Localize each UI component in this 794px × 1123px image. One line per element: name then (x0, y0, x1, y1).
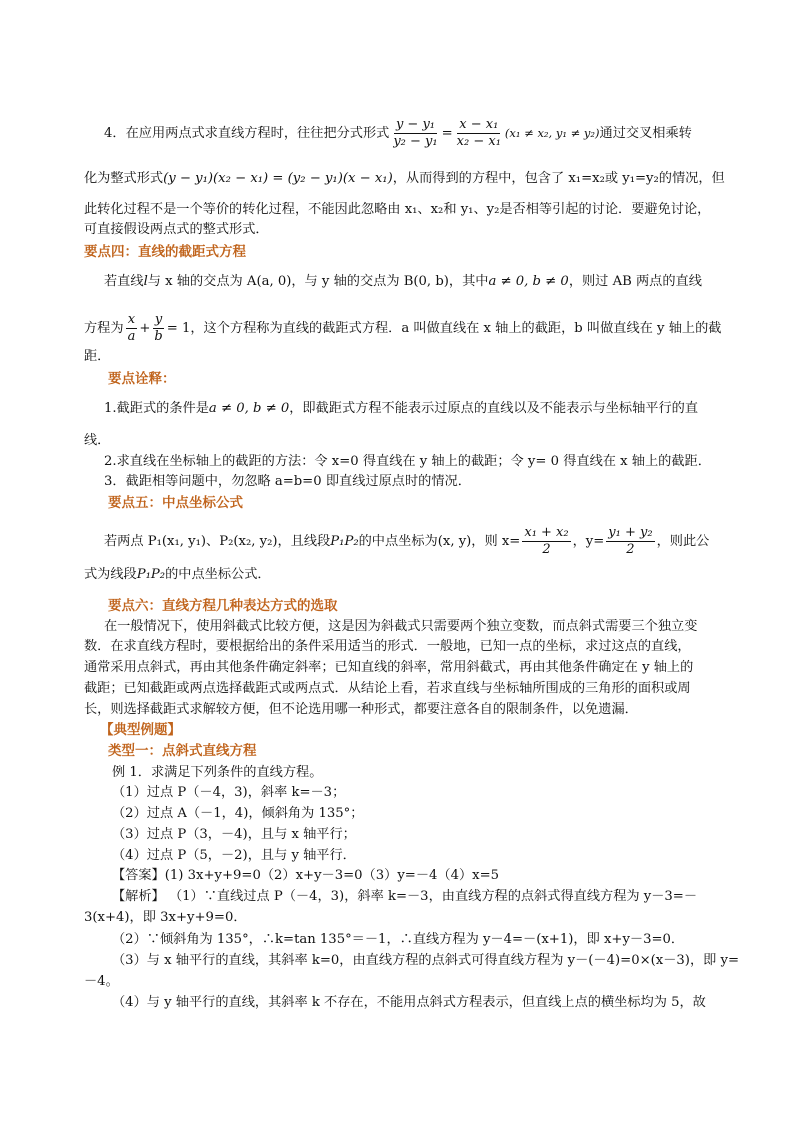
denominator: y₂ − y₁ (393, 134, 438, 149)
line: －4。 (84, 974, 119, 989)
fraction-y-mid (606, 525, 654, 558)
paragraph-two-point-form (104, 117, 756, 150)
line: 3(x+4)，即 3x+y+9=0． (84, 910, 247, 925)
math: a ≠ 0, b ≠ 0 (488, 274, 569, 289)
formula: (y − y₁)(x₂ − x₁) = (y₂ − y₁)(x − x₁) (163, 171, 393, 186)
numerator: x − x₁ (459, 117, 499, 132)
numerator: y₁ + y₂ (608, 525, 653, 540)
fraction (126, 312, 138, 345)
condition-4: （4）过点 P（5，－2)，且与 y 轴平行． (112, 848, 356, 863)
text: 的中点坐标为(x, y)，则 x= (358, 534, 521, 549)
text: 4．在应用两点式求直线方程时，往往把分式形式 (104, 126, 390, 141)
segment: P₁P₂ (330, 534, 359, 549)
math: l (143, 274, 148, 289)
text: ，从而得到的方程中，包含了 x₁=x₂或 y₁=y₂的情况，但 (392, 171, 725, 186)
text: 的中点坐标公式． (165, 567, 271, 582)
text: 式为线段 (84, 567, 137, 582)
text: 1.截距式的条件是 (104, 401, 209, 416)
text: ，y= (572, 534, 605, 549)
text: ，则过 AB 两点的直线 (568, 274, 702, 289)
line (84, 565, 736, 585)
type-heading: 类型一：点斜式直线方程 (108, 743, 257, 759)
line: 此转化过程不是一个等价的转化过程，不能因此忽略由 x₁、x₂和 y₁、y₂是否相等引起的讨论．要避免讨论， (84, 202, 711, 217)
analysis-2: （2）∵倾斜角为 135°，∴k=tan 135°＝－1，∴直线方程为 y－4=－(x+1)，即 x+y－3=0． (112, 932, 685, 947)
numerator: y − y₁ (395, 117, 435, 132)
note-heading: 要点诠释： (108, 371, 176, 387)
text: ，则此公 (656, 534, 710, 549)
line: 可直接假设两点式的整式形式． (84, 222, 269, 237)
denominator: x₂ − x₁ (456, 134, 501, 149)
line (104, 272, 756, 292)
fraction (152, 312, 164, 345)
line: 2.求直线在坐标轴上的截距的方法：令 x=0 得直线在 y 轴上的截距；令 y= 0 得直线在 x 轴上的截距． (104, 454, 711, 469)
text: 与 x 轴的交点为 A(a, 0)，与 y 轴的交点为 B(0, b)，其中 (147, 274, 489, 289)
numerator: x (127, 312, 136, 327)
analysis-1: 【解析】 （1）∵直线过点 P（－4，3)，斜率 k=－3，由直线方程的点斜式得直线方程为 y－3=－ (112, 889, 698, 904)
condition: (x₁ ≠ x₂, y₁ ≠ y₂) (504, 126, 600, 140)
denominator: b (154, 329, 163, 344)
denominator: 2 (626, 542, 635, 557)
text: 若直线 (104, 274, 144, 289)
condition-3: （3）过点 P（3，－4)，且与 x 轴平行； (112, 827, 356, 842)
section-heading: 要点四：直线的截距式方程 (84, 244, 246, 260)
line (84, 169, 736, 189)
fraction-x-mid (522, 525, 570, 558)
line: 数．在求直线方程时，要根据给出的条件采用适当的形式．一般地，已知一点的坐标，求过这点的直线， (84, 639, 691, 654)
line: 长，则选择截距式求解较方便，但不论选用哪一种形式，都要注意各自的限制条件，以免遗漏． (84, 702, 638, 717)
math: a ≠ 0, b ≠ 0 (208, 401, 290, 416)
fraction-x (455, 117, 503, 150)
section-heading: 要点五：中点坐标公式 (108, 495, 243, 511)
text: 方程为 (84, 321, 124, 336)
examples-heading: 【典型例题】 (100, 722, 181, 738)
answer: 【答案】(1) 3x+y+9=0（2）x+y－3=0（3）y=－4（4）x=5 (112, 868, 500, 883)
text: 化为整式形式 (84, 171, 164, 186)
line: 线． (84, 433, 111, 448)
denominator: a (127, 329, 136, 344)
line: 3．截距相等问题中，勿忽略 a=b=0 即直线过原点时的情况． (104, 474, 471, 489)
line: 距． (84, 349, 111, 364)
line: 在一般情况下，使用斜截式比较方便，这是因为斜截式只需要两个独立变数，而点斜式需要三个独立变 (104, 619, 698, 634)
example-question: 例 1．求满足下列条件的直线方程。 (112, 765, 323, 780)
equals: = (441, 126, 453, 141)
analysis-3: （3）与 x 轴平行的直线，其斜率 k=0，由直线方程的点斜式可得直线方程为 y－(－4)=0×(x－3)，即 y= (112, 953, 740, 968)
segment: P₁P₂ (136, 567, 166, 582)
analysis-4: （4）与 y 轴平行的直线，其斜率 k 不存在，不能用点斜式方程表示，但直线上点的横坐标均为 5，故 (112, 995, 706, 1010)
numerator: y (154, 312, 163, 327)
line (104, 525, 756, 558)
equals: = 1 (166, 321, 191, 336)
condition-1: （1）过点 P（－4，3)，斜率 k=－3； (112, 785, 346, 800)
fraction-y (391, 117, 439, 150)
denominator: 2 (542, 542, 551, 557)
line (84, 312, 736, 345)
section-heading: 要点六：直线方程几种表达方式的选取 (108, 598, 338, 614)
text: ，即截距式方程不能表示过原点的直线以及不能表示与坐标轴平行的直 (289, 401, 699, 416)
line: 通常采用点斜式，再由其他条件确定斜率；已知直线的斜率，常用斜截式，再由其他条件确定在 y 轴上的 (84, 660, 694, 675)
numerator: x₁ + x₂ (524, 525, 569, 540)
text: 若两点 P₁(x₁, y₁)、P₂(x₂, y₂)，且线段 (104, 534, 331, 549)
plus: + (139, 321, 151, 336)
text: ，这个方程称为直线的截距式方程．a 叫做直线在 x 轴上的截距，b 叫做直线在 y 轴上的截 (190, 321, 722, 336)
text: 通过交叉相乘转 (599, 126, 692, 141)
line (104, 399, 756, 419)
line: 截距；已知截距或两点选择截距式或两点式．从结论上看，若求直线与坐标轴所围成的三角形的面积或周 (84, 681, 691, 696)
condition-2: （2）过点 A（－1，4)，倾斜角为 135°； (112, 806, 364, 821)
